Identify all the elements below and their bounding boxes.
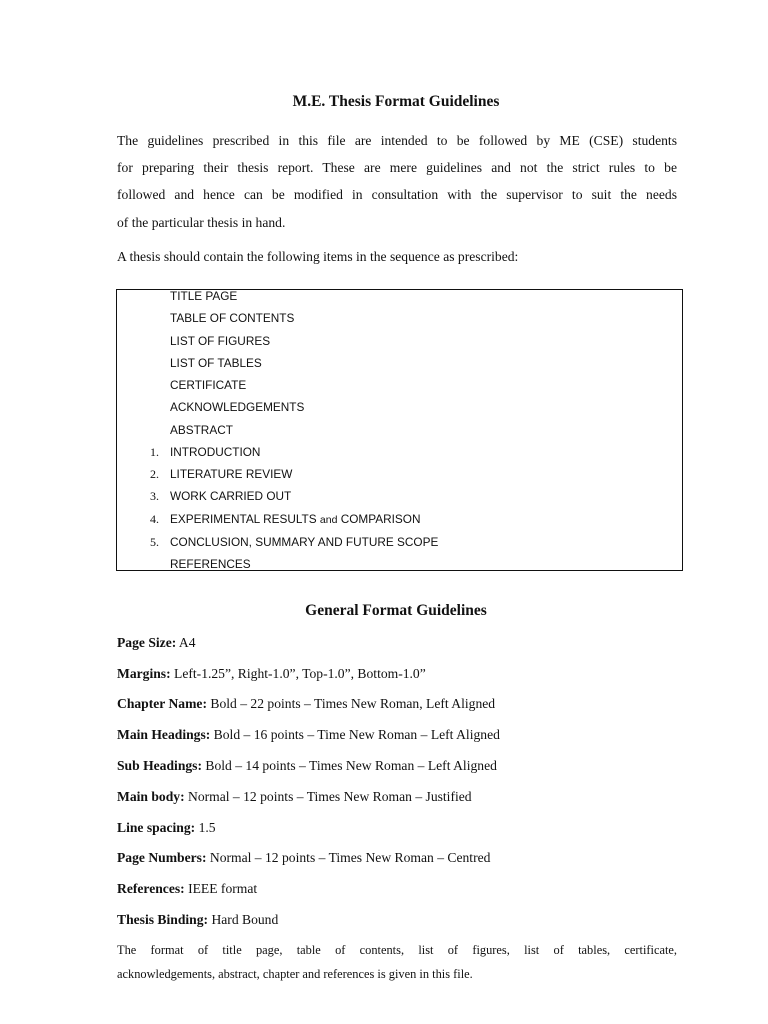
spec-key: Margins: [117,666,171,681]
toc-number: 3. [150,489,159,503]
spec-key: References: [117,881,185,896]
spec-value: Bold – 14 points – Times New Roman – Left Aligned [202,758,497,773]
spec-value: Hard Bound [208,912,279,927]
spec-value: A4 [176,635,196,650]
toc-label: CERTIFICATE [170,378,247,392]
spec-row [117,727,500,743]
spec-value: Left-1.25”, Right-1.0”, Top-1.0”, Bottom-1.0” [170,666,426,681]
closing-line: acknowledgements, abstract, chapter and references is given in this file. [117,967,473,981]
spec-key: Main body: [117,789,185,804]
intro-line: followed and hence can be modified in consultation with the supervisor to suit the needs [117,187,677,203]
toc-label: CONCLUSION, SUMMARY AND FUTURE SCOPE [170,535,439,549]
spec-value: IEEE format [184,881,258,896]
spec-row [117,758,497,774]
intro-paragraph [117,127,677,236]
toc-label: TITLE PAGE [170,289,238,303]
spec-key: Page Numbers: [117,850,207,865]
intro-line: of the particular thesis in hand. [117,214,286,230]
spec-row [117,666,426,682]
toc-label: INTRODUCTION [170,445,261,459]
spec-key: Sub Headings: [117,758,202,773]
spec-key: Page Size: [117,635,177,650]
toc-label-main: EXPERIMENTAL RESULTS [170,512,317,526]
spec-row [117,820,216,836]
toc-number: 4. [150,512,159,526]
spec-row [117,696,495,712]
toc-label [170,512,420,526]
toc-label: WORK CARRIED OUT [170,489,292,503]
toc-box [116,289,683,571]
spec-value: Normal – 12 points – Times New Roman – Centred [206,850,491,865]
spec-value: 1.5 [195,820,216,835]
toc-label: ABSTRACT [170,423,233,437]
spec-value: Normal – 12 points – Times New Roman – Justified [184,789,472,804]
spec-key: Thesis Binding: [117,912,209,927]
toc-number: 2. [150,467,159,481]
closing-paragraph [117,938,677,986]
toc-label: LIST OF TABLES [170,356,262,370]
toc-number: 1. [150,445,159,459]
intro-line: The guidelines prescribed in this file are intended to be followed by ME (CSE) students [117,133,677,148]
spec-row [117,789,472,805]
toc-label: LITERATURE REVIEW [170,467,293,481]
spec-row [117,850,490,866]
spec-key: Main Headings: [117,727,211,742]
sequence-intro: A thesis should contain the following items in the sequence as prescribed: [117,249,519,264]
spec-key: Line spacing: [117,820,196,835]
toc-label-tail: COMPARISON [340,512,421,526]
toc-label-connector: and [319,514,338,526]
toc-label: LIST OF FIGURES [170,334,271,348]
intro-line: for preparing their thesis report. These are mere guidelines and not the strict rules to be [117,160,677,176]
spec-row [117,635,196,651]
closing-line: The format of title page, table of contents, list of figures, list of tables, certificate, [117,943,677,957]
toc-number: 5. [150,535,159,549]
toc-label: ACKNOWLEDGEMENTS [170,400,305,414]
spec-key: Chapter Name: [117,696,207,711]
spec-row [117,881,257,897]
section-title: General Format Guidelines [305,602,487,619]
spec-row [117,912,278,928]
document-title: M.E. Thesis Format Guidelines [292,93,500,110]
spec-value: Bold – 16 points – Time New Roman – Left Aligned [210,727,500,742]
toc-label: TABLE OF CONTENTS [170,311,295,325]
spec-value: Bold – 22 points – Times New Roman, Left Aligned [206,696,496,711]
toc-label: REFERENCES [170,557,251,571]
